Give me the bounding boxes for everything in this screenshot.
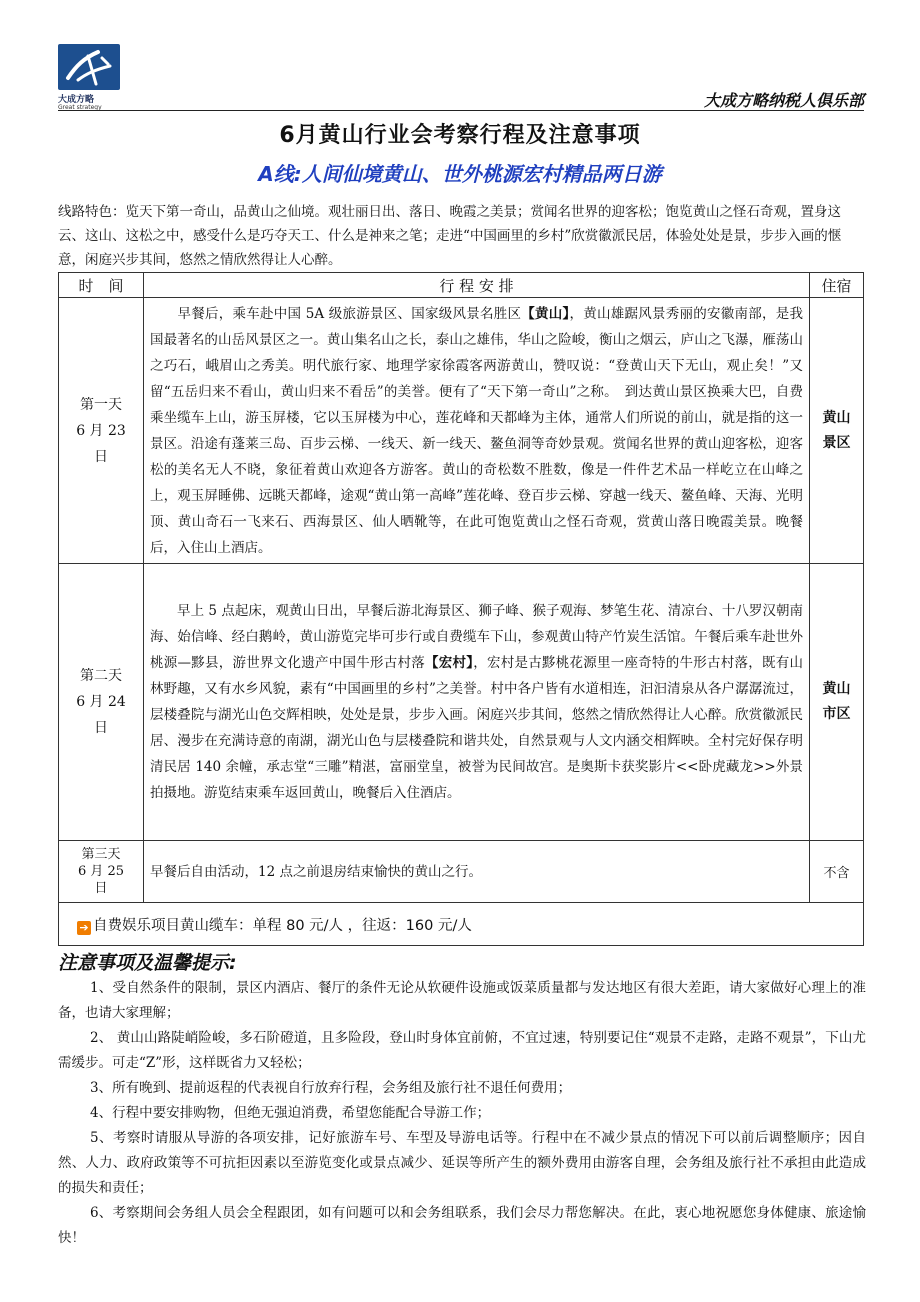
table-header-row [59, 273, 864, 298]
stay-line: 景区 [822, 434, 851, 451]
stay-cell [810, 564, 864, 841]
schedule-cell [144, 298, 810, 564]
day-date: 6 月 24 [76, 694, 126, 710]
highlight-spot: 【黄山】 [521, 305, 570, 322]
logo-mark-icon [58, 44, 120, 90]
optional-text: 自费娱乐项目黄山缆车：单程 80 元/人 ，往返：160 元/人 [93, 917, 472, 934]
note-item: 2、 黄山山路陡峭险峻，多石阶磴道，且多险段，登山时身体宜前俯，不宜过速，特别要记住“观景不走路，走路不观景”，下山尤需缓步。可走“Z”形，这样既省力又轻松； [58, 1030, 866, 1071]
header-schedule: 行 程 安 排 [144, 273, 810, 298]
logo-cn-text: 大成方略 [58, 95, 95, 105]
day-date: 6 月 25 [77, 864, 125, 879]
note-item: 1、受自然条件的限制，景区内酒店、餐厅的条件无论从软硬件设施或饭菜质量都与发达地区有很大差距，请大家做好心理上的准备，也请大家理解； [58, 980, 866, 1021]
schedule-text: ，黄山雄踞风景秀丽的安徽南部，是我国最著名的山岳风景区之一。黄山集名山之长，泰山之雄伟，华山之险峻，衡山之烟云，庐山之飞瀑，雁荡山之巧石，峨眉山之秀美。明代旅行家、地理学家徐霞客两游黄山，赞叹说：“登黄山天下无山，观止矣！”又留“五岳归来不看山，黄山归来不看岳”的美誉。便有了“天下第一奇山”之称。 到达黄山景区换乘大巴，自费乘坐缆车上山，游玉屏楼，它以玉屏楼为中心，莲花峰和天都峰为主体，通常人们所说的前山，就是指的这一景区。沿途有蓬莱三岛、百步云梯、一线天、新一线天、鳌鱼洞等奇妙景观。赏闻名世界的黄山迎客松，迎客松的美名无人不晓，象征着黄山欢迎各方游客。黄山的奇松数不胜数，像是一件件艺术品一样屹立在山峰之上，观玉屏睡佛、远眺天都峰，途观“黄山第一高峰”莲花峰、登百步云梯、穿越一线天、鳌鱼峰、天海、光明顶、黄山奇石一飞来石、西海景区、仙人晒靴等，在此可饱览黄山之怪石奇观，赏黄山落日晚霞美景。晚餐后，入住山上酒店。 [150, 305, 804, 556]
schedule-cell: 早餐后自由活动，12 点之前退房结束愉快的黄山之行。 [144, 841, 810, 903]
day-date-unit: 日 [94, 720, 108, 736]
page-title: 6月黄山行业会考察行程及注意事项 [279, 123, 641, 148]
schedule-text: 早上 5 点起床，观黄山日出，早餐后游北海景区、狮子峰、猴子观海、梦笔生花、清凉台、十八罗汉朝南海、始信峰、经白鹅岭，黄山游览完毕可步行或自费缆车下山，参观黄山特产竹炭生活馆。午餐后乘车赴世外桃源—黟县，游世界文化遗产中国牛形古村落 [150, 603, 803, 671]
schedule-cell [144, 564, 810, 841]
day-label: 第一天 [80, 396, 122, 413]
schedule-text: ，宏村是古黟桃花源里一座奇特的牛形古村落，既有山林野趣，又有水乡风貌，素有“中国画里的乡村”之美誉。村中各户皆有水道相连，汩汩清泉从各户潺潺流过，层楼叠院与湖光山色交辉相映，处处是景，步步入画。闲庭兴步其间，悠然之情欣然得让人心醉。欣赏徽派民居、漫步在充满诗意的南湖，湖光山色与层楼叠院和谐共处，自然景观与人文内涵交相辉映。全村完好保存明清民居 140 余幢，承志堂“三雕”精湛，富丽堂皇，被誉为民间故宫。是奥斯卡获奖影片<<卧虎藏龙>>外景拍摄地。游览结束乘车返回黄山，晚餐后入住酒店。 [150, 655, 803, 801]
route-features: 线路特色：览天下第一奇山，品黄山之仙境。观壮丽日出、落日、晚霞之美景；赏闻名世界的迎客松；饱览黄山之怪石奇观，置身这云、这山、这松之中，感受什么是巧夺天工、什么是神来之笔；走进“中国画里的乡村”欣赏徽派民居，体验处处是景，步步入画的惬意，闲庭兴步其间，悠然之情欣然得让人心醉。 [58, 204, 842, 268]
header-stay: 住宿 [810, 273, 864, 298]
stay-line: 黄山 [822, 409, 851, 426]
stay-line: 黄山 [822, 681, 851, 697]
note-item: 6、考察期间会务组人员会全程跟团，如有问题可以和会务组联系，我们会尽力帮您解决。在此，衷心地祝愿您身体健康、旅途愉快！ [58, 1205, 866, 1246]
header-time: 时 间 [59, 273, 144, 298]
optional-row [59, 903, 864, 946]
header-divider [58, 110, 864, 111]
stay-line: 市区 [822, 706, 851, 722]
day-cell [59, 841, 144, 903]
day-date: 6 月 23 [76, 422, 126, 439]
table-row [59, 298, 864, 564]
logo-en-text: Great strategy [58, 104, 102, 111]
schedule-text: 早餐后，乘车赴中国 5A 级旅游景区、国家级风景名胜区 [150, 305, 522, 322]
day-date-unit: 日 [94, 448, 108, 465]
highlight-spot: 【宏村】 [425, 655, 474, 671]
day-cell [59, 564, 144, 841]
note-item: 3、所有晚到、提前返程的代表视自行放弃行程，会务组及旅行社不退任何费用； [90, 1080, 572, 1096]
day-label: 第三天 [81, 847, 121, 862]
itinerary-table [58, 272, 864, 946]
arrow-right-icon: ➔ [77, 921, 91, 935]
club-name: 大成方略纳税人俱乐部 [703, 91, 864, 110]
note-item: 4、行程中要安排购物，但绝无强迫消费，希望您能配合导游工作； [90, 1105, 491, 1121]
route-subtitle: A线:人间仙境黄山、世外桃源宏村精品两日游 [258, 162, 662, 186]
company-logo [58, 44, 120, 111]
optional-cell [59, 903, 864, 946]
table-row [59, 564, 864, 841]
day-label: 第二天 [80, 668, 122, 684]
notes-heading: 注意事项及温馨提示: [58, 952, 237, 974]
notes-list [58, 976, 866, 1251]
stay-cell: 不含 [810, 841, 864, 903]
table-row [59, 841, 864, 903]
note-item: 5、考察时请服从导游的各项安排，记好旅游车号、车型及导游电话等。行程中在不减少景点的情况下可以前后调整顺序；因自然、人力、政府政策等不可抗拒因素以至游览变化或景点减少、延误等所产生的额外费用由游客自理，会务组及旅行社不承担由此造成的损失和责任； [58, 1130, 866, 1196]
day-cell [59, 298, 144, 564]
day-date-unit: 日 [94, 881, 108, 896]
stay-cell [810, 298, 864, 564]
